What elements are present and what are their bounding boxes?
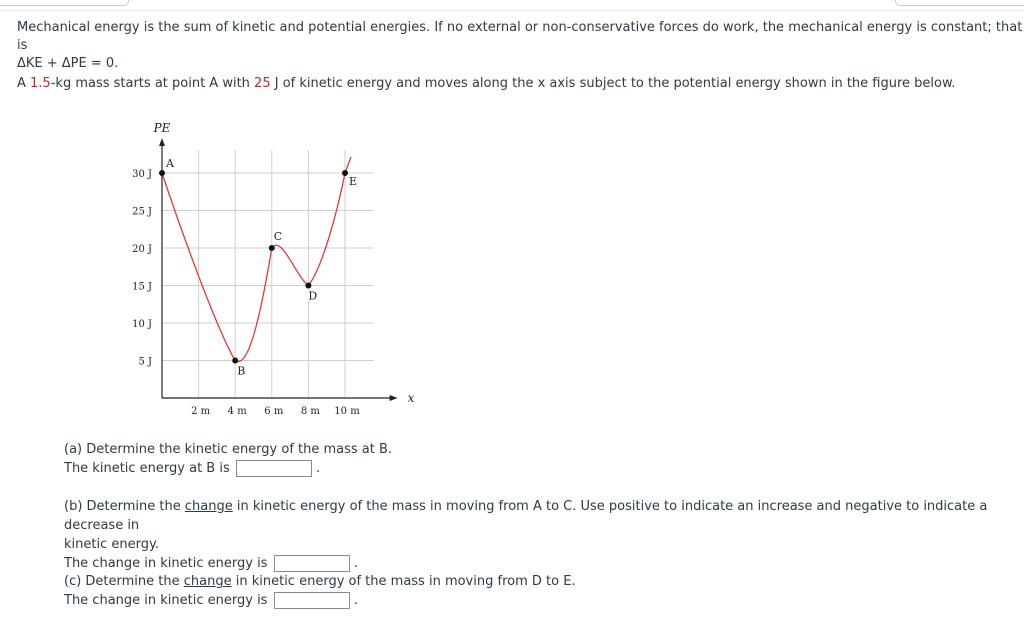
intro-line-2: ΔKE + ΔPE = 0. (17, 56, 119, 71)
x-tick-labels (191, 406, 360, 417)
problem-mid: -kg mass starts at point A with (50, 76, 255, 91)
period: . (353, 593, 358, 608)
x-tick-label: 2 m (191, 406, 211, 417)
question-b-underlined: change (184, 499, 233, 514)
top-right-tab (895, 0, 1024, 6)
point-c (269, 245, 275, 251)
question-b-prompt-post: in kinetic energy of the mass in moving from A to C. Use positive to indicate an increase and negative to indicate a decrease in (64, 499, 988, 533)
intro-line-1: Mechanical energy is the sum of kinetic and potential energies. If no external or non-conservative forces do work, the mechanical energy is constant; that is (17, 20, 1023, 53)
problem-prefix: A (17, 76, 31, 91)
y-axis-arrow (159, 138, 165, 146)
question-a-lead: The kinetic energy at B is (64, 461, 230, 476)
question-b-lead: The change in kinetic energy is (64, 556, 268, 571)
x-tick-label: 8 m (300, 406, 320, 417)
x-axis-label: x (407, 391, 415, 405)
point-e (342, 170, 348, 176)
point-b (232, 358, 238, 364)
y-tick-label: 15 J (132, 281, 152, 293)
intro-text (17, 19, 1024, 73)
ke-value: 25 (254, 76, 271, 91)
question-a-prompt: (a) Determine the kinetic energy of the mass at B. (64, 442, 393, 457)
question-b-prompt (64, 497, 1024, 535)
point-label-e: E (349, 175, 358, 188)
question-c-prompt-pre: (c) Determine the (64, 574, 184, 589)
point-label-b: B (237, 364, 246, 378)
y-tick-label: 30 J (132, 169, 152, 180)
question-c (64, 572, 576, 610)
period: . (316, 461, 321, 476)
potential-energy-chart (120, 112, 420, 422)
point-label-a: A (166, 157, 174, 170)
x-tick-label: 6 m (264, 406, 284, 417)
y-axis-label: PE (153, 121, 171, 135)
answer-b-input[interactable] (274, 555, 350, 572)
question-b (64, 497, 1024, 573)
answer-a-input[interactable] (236, 460, 312, 477)
y-tick-labels (132, 169, 152, 368)
question-c-prompt-post: in kinetic energy of the mass in moving from D to E. (231, 574, 576, 589)
chart-axes (159, 138, 398, 401)
y-tick-label: 5 J (138, 356, 152, 368)
top-divider (0, 10, 1024, 11)
point-d (305, 283, 311, 289)
x-tick-label: 10 m (334, 406, 360, 417)
x-axis-arrow (390, 395, 398, 401)
question-c-answer-row (64, 591, 576, 610)
question-b-prompt-line2: kinetic energy. (64, 537, 159, 552)
problem-statement (17, 75, 956, 93)
point-label-c: C (273, 230, 283, 243)
x-tick-label: 4 m (227, 406, 247, 417)
mass-value: 1.5 (30, 76, 51, 91)
problem-suffix: J of kinetic energy and moves along the x axis subject to the potential energy shown in the figure below. (270, 76, 956, 91)
question-c-prompt (64, 572, 576, 591)
question-c-underlined: change (183, 574, 232, 589)
y-tick-label: 10 J (132, 319, 152, 330)
question-b-answer-row (64, 554, 1024, 573)
y-tick-label: 25 J (132, 206, 152, 218)
period: . (353, 556, 358, 571)
question-a-answer-row (64, 459, 392, 478)
top-left-tab (0, 0, 129, 6)
point-label-d: D (308, 289, 318, 303)
point-a (159, 170, 165, 176)
y-tick-label: 20 J (132, 244, 152, 255)
question-a (64, 440, 392, 478)
chart-points (159, 157, 359, 378)
pe-curve (162, 157, 351, 362)
question-c-lead: The change in kinetic energy is (64, 593, 268, 608)
question-b-prompt-pre: (b) Determine the (64, 499, 185, 514)
answer-c-input[interactable] (274, 592, 350, 609)
